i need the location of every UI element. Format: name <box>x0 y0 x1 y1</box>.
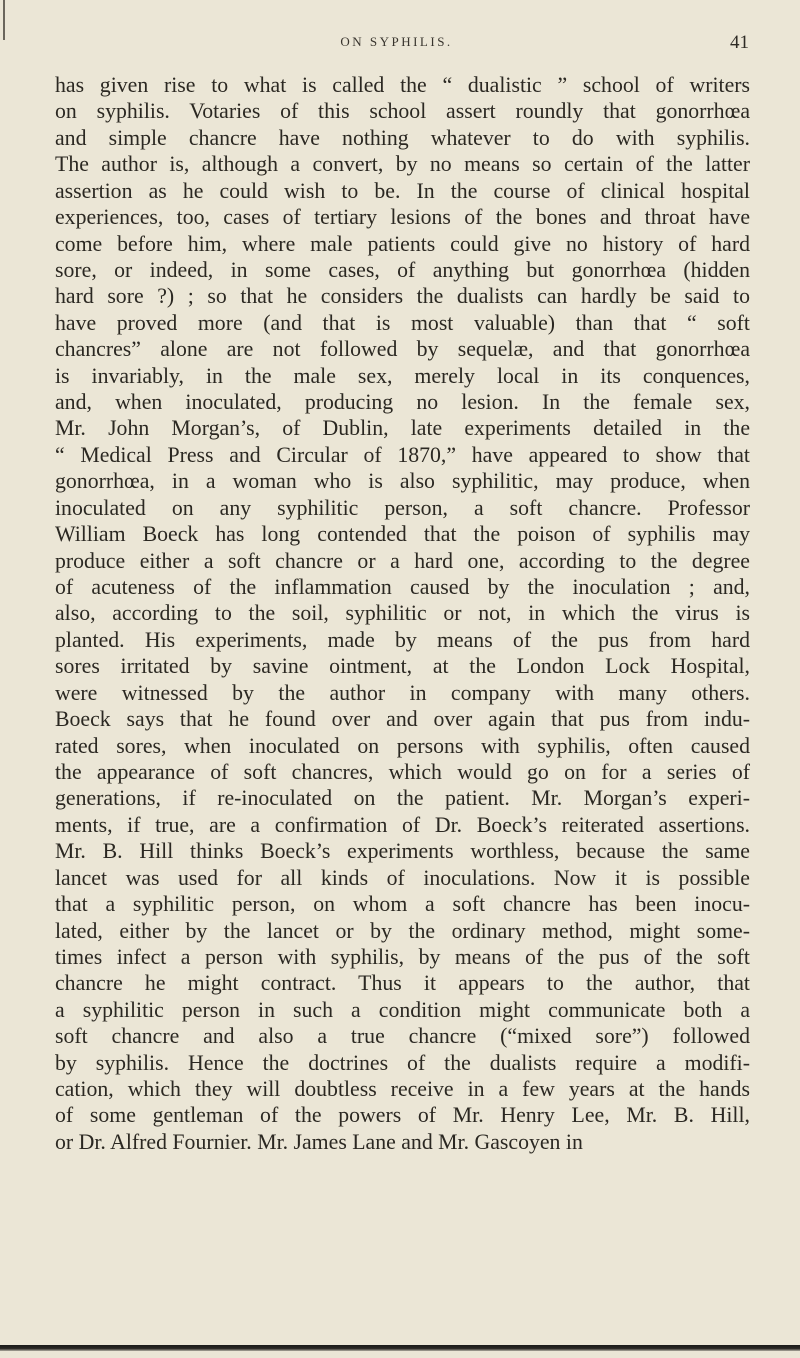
text-line: Mr. John Morgan’s, of Dublin, late experiments detailed in the <box>55 416 750 441</box>
text-line: a syphilitic person in such a condition might communicate both a <box>55 997 750 1022</box>
text-line: The author is, although a convert, by no means so certain of the latter <box>55 152 750 177</box>
text-line: that a syphilitic person, on whom a soft chancre has been inocu- <box>55 892 750 917</box>
page-header <box>54 32 749 60</box>
text-line: is invariably, in the male sex, merely local in its conquences, <box>55 363 750 388</box>
page-bottom-edge <box>0 1345 800 1351</box>
text-line: assertion as he could wish to be. In the course of clinical hospital <box>55 178 750 203</box>
running-title: ON SYPHILIS. <box>340 34 453 49</box>
text-line: and simple chancre have nothing whatever to do with syphilis. <box>55 125 750 150</box>
text-line: has given rise to what is called the “ dualistic ” school of writers <box>55 73 750 97</box>
text-line: come before him, where male patients could give no history of hard <box>55 231 750 256</box>
text-line: rated sores, when inoculated on persons with syphilis, often caused <box>55 733 750 758</box>
text-line: cation, which they will doubtless receive in a few years at the hands <box>55 1077 750 1102</box>
text-line: also, according to the soil, syphilitic or not, in which the virus is <box>55 601 750 626</box>
text-line: by syphilis. Hence the doctrines of the dualists require a modifi- <box>55 1050 750 1075</box>
text-line: generations, if re-inoculated on the patient. Mr. Morgan’s experi- <box>55 786 750 811</box>
text-line: have proved more (and that is most valuable) than that “ soft <box>55 310 750 335</box>
text-line: ments, if true, are a confirmation of Dr. Boeck’s reiterated assertions. <box>55 812 750 837</box>
text-line: “ Medical Press and Circular of 1870,” have appeared to show that <box>55 442 750 467</box>
text-line: and, when inoculated, producing no lesion. In the female sex, <box>55 390 750 415</box>
text-line: chancre he might contract. Thus it appears to the author, that <box>55 971 750 996</box>
text-line: the appearance of soft chancres, which would go on for a series of <box>55 759 750 784</box>
text-line: sores irritated by savine ointment, at the London Lock Hospital, <box>55 654 750 679</box>
text-line: lated, either by the lancet or by the ordinary method, might some- <box>55 918 750 943</box>
text-line: of some gentleman of the powers of Mr. Henry Lee, Mr. B. Hill, <box>55 1103 750 1128</box>
text-line: chancres” alone are not followed by sequelæ, and that gonorrhœa <box>55 337 750 362</box>
text-line: Boeck says that he found over and over again that pus from indu- <box>55 707 750 732</box>
text-line: planted. His experiments, made by means of the pus from hard <box>55 627 750 652</box>
text-line: hard sore ?) ; so that he considers the dualists can hardly be said to <box>55 284 750 309</box>
text-line: times infect a person with syphilis, by means of the pus of the soft <box>55 944 750 969</box>
body-text <box>55 72 750 1155</box>
text-line: sore, or indeed, in some cases, of anything but gonorrhœa (hidden <box>55 257 750 282</box>
text-line: inoculated on any syphilitic person, a soft chancre. Professor <box>55 495 750 520</box>
text-line: William Boeck has long contended that the poison of syphilis may <box>55 522 750 547</box>
text-line: on syphilis. Votaries of this school assert roundly that gonorrhœa <box>55 99 750 124</box>
text-line: gonorrhœa, in a woman who is also syphilitic, may produce, when <box>55 469 750 494</box>
text-line: experiences, too, cases of tertiary lesions of the bones and throat have <box>55 205 750 230</box>
text-line: soft chancre and also a true chancre (“mixed sore”) followed <box>55 1024 750 1049</box>
text-line: Mr. B. Hill thinks Boeck’s experiments worthless, because the same <box>55 839 750 864</box>
page-edge-rule <box>3 0 5 40</box>
text-line: produce either a soft chancre or a hard one, according to the degree <box>55 548 750 573</box>
text-line: of acuteness of the inflammation caused by the inoculation ; and, <box>55 575 750 600</box>
text-line: or Dr. Alfred Fournier. Mr. James Lane and Mr. Gascoyen in <box>55 1129 583 1154</box>
text-line: lancet was used for all kinds of inoculations. Now it is possible <box>55 865 750 890</box>
text-line: were witnessed by the author in company with many others. <box>55 680 750 705</box>
page-number: 41 <box>730 32 749 53</box>
